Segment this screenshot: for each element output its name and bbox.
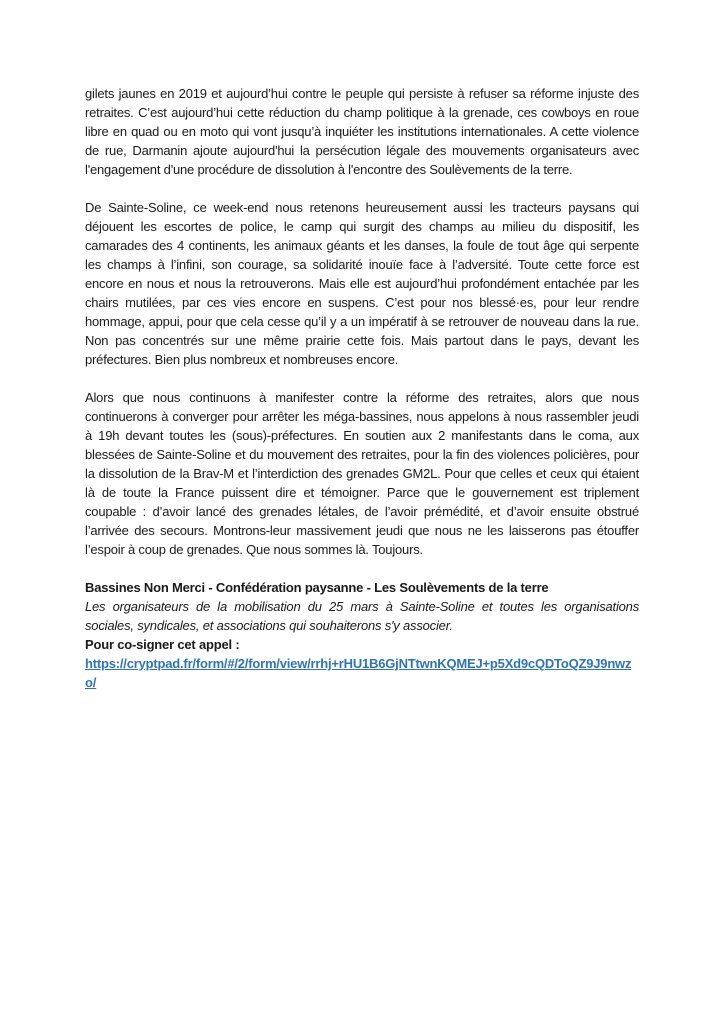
body-paragraph-2: De Sainte-Soline, ce week-end nous retenons heureusement aussi les tracteurs paysans qui déjouent les escortes de police, le camp qui surgit des champs au milieu du dispositif, les camarades des 4 continents, les animaux géants et les danses, la foule de tout âge qui serpente les champs à l’infini, son courage, sa solidarité inouïe face à l’adversité. Toute cette force est encore en nous et nous la retrouverons. Mais elle est aujourd’hui profondément entachée par les chairs mutilées, par ces vies encore en suspens. C’est pour nos blessé·es, pour leur rendre hommage, appui, pour que cela cesse qu’il y a un impératif à se retrouver de nouveau dans la rue. Non pas concentrés sur une même prairie cette fois. Mais partout dans le pays, devant les préfectures. Bien plus nombreux et nombreuses encore. [85, 200, 639, 367]
signatories-line: Bassines Non Merci - Confédération paysanne - Les Soulèvements de la terre [85, 580, 549, 595]
cosign-link-line [85, 654, 639, 692]
signatories-note: Les organisateurs de la mobilisation du 25 mars à Sainte-Soline et toutes les organisations sociales, syndicales, et associations qui souhaiterons s'y associer. [85, 599, 639, 633]
body-paragraph-3: Alors que nous continuons à manifester contre la réforme des retraites, alors que nous continuerons à converger pour arrêter les méga-bassines, nous appelons à nous rassembler jeudi à 19h devant toutes les (sous)-préfectures. En soutien aux 2 manifestants dans le coma, aux blessées de Sainte-Soline et du mouvement des retraites, pour la fin des violences policières, pour la dissolution de la Brav-M et l’interdiction des grenades GM2L. Pour que celles et ceux qui étaient là de toute la France puissent dire et témoigner. Parce que le gouvernement est triplement coupable : d’avoir lancé des grenades létales, de l’avoir prémédité, et d’avoir ensuite obstrué l’arrivée des secours. Montrons-leur massivement jeudi que nous ne les laisserons pas étouffer l’espoir à coup de grenades. Que nous sommes là. Toujours. [85, 390, 639, 557]
cosign-cryptpad-link[interactable]: https://cryptpad.fr/form/#/2/form/view/rrhj+rHU1B6GjNTtwnKQMEJ+p5Xd9cQDToQZ9J9nwzo/ [85, 656, 632, 690]
body-paragraph-1: gilets jaunes en 2019 et aujourd’hui contre le peuple qui persiste à refuser sa réforme injuste des retraites. C’est aujourd’hui cette réduction du champ politique à la grenade, ces cowboys en roue libre en quad ou en moto qui vont jusqu’à inquiéter les institutions internationales. A cette violence de rue, Darmanin ajoute aujourd'hui la persécution légale des mouvements organisateurs avec l'engagement d'une procédure de dissolution à l'encontre des Soulèvements de la terre. [85, 86, 639, 177]
cosign-cta-label: Pour co-signer cet appel : [85, 637, 240, 652]
signature-block [85, 578, 639, 692]
